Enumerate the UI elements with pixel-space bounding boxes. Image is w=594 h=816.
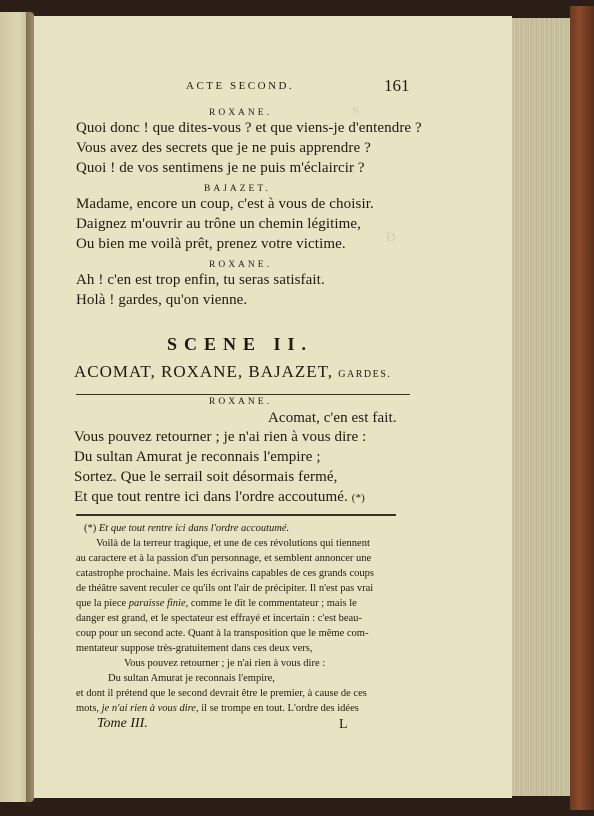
- footnote-quote: Du sultan Amurat je reconnais l'empire,: [108, 673, 275, 684]
- divider: [76, 394, 410, 395]
- scene-characters: ACOMAT, ROXANE, BAJAZET, GARDES.: [74, 362, 392, 381]
- verse-line: Du sultan Amurat je reconnais l'empire ;: [74, 449, 321, 465]
- signature-mark: L: [339, 717, 348, 732]
- verse-line: Acomat, c'en est fait.: [268, 410, 397, 426]
- verse-line: Vous pouvez retourner ; je n'ai rien à vous dire :: [74, 429, 367, 445]
- page-stack-edge: [512, 18, 570, 796]
- speaker-name: ROXANE.: [209, 397, 272, 407]
- footnote-reference[interactable]: (*): [351, 492, 365, 504]
- verse-line: Quoi donc ! que dites-vous ? et que viens-je d'entendre ?: [76, 120, 422, 136]
- page-number: 161: [384, 76, 410, 95]
- verse-line: Quoi ! de vos sentimens je ne puis m'éclaircir ?: [76, 160, 365, 176]
- scene-title: SCENE II.: [167, 334, 314, 354]
- verse-line: Madame, encore un coup, c'est à vous de choisir.: [76, 196, 374, 212]
- footnote-line: mentateur suppose très-gratuitement dans ces deux vers,: [76, 643, 313, 654]
- footnote-line: au caractere et à la passion d'un personnage, et semblent annoncer une: [76, 553, 372, 564]
- footnote-line: et dont il prétend que le second devrait être le premier, à cause de ces: [76, 688, 367, 699]
- book-cover: [570, 6, 594, 810]
- footnote-quote: Vous pouvez retourner ; je n'ai rien à vous dire :: [124, 658, 326, 669]
- footnote-line: Voilà de la terreur tragique, et une de ces révolutions qui tiennent: [96, 538, 370, 549]
- page-content: [34, 16, 512, 798]
- running-title: ACTE SECOND.: [186, 80, 295, 92]
- verse-line: Ah ! c'en est trop enfin, tu seras satisfait.: [76, 272, 325, 288]
- speaker-name: BAJAZET.: [204, 184, 271, 194]
- footnote-line: que la piece paraisse finie, comme le dit le commentateur ; mais le: [76, 598, 357, 609]
- verse-line: Daignez m'ouvrir au trône un chemin légitime,: [76, 216, 362, 232]
- footnote-lemma: (*) Et que tout rentre ici dans l'ordre accoutumé.: [84, 523, 290, 534]
- volume-label: Tome III.: [97, 716, 148, 731]
- footnote-line: mots, je n'ai rien à vous dire, il se trompe en tout. L'ordre des idées: [76, 703, 359, 714]
- footnote-line: de théâtre savent reculer ce qu'ils ont l'air de précipiter. Il n'est pas vrai: [76, 583, 374, 594]
- verse-line: Holà ! gardes, qu'on vienne.: [76, 292, 248, 308]
- footnote-rule: [76, 514, 396, 516]
- book-page: S D ACTE SECOND. 161 ROXANE. Quoi donc ! que dites-vous ? et que viens-je d'entendre ? Vous avez des secrets que je ne puis apprendre ? Quoi ! de vos sentimens je ne puis m'éclaircir ? BAJAZET. Madame, encore un coup, c'est à vous de choisir. Daignez m'ouvrir au trône un chemin légitime, Ou bien me voilà prêt, prenez votre victime. ROXANE. Ah ! c'en est trop enfin, tu seras satisfait. Holà ! gardes, qu'on vienne. SCENE II. ACOMAT, ROXANE, BAJAZET, GARDES. ROXANE. Acomat, c'en est fait. Vous pouvez retourner ; je n'ai rien à vous dire : Du sultan Amurat je reconnais l'empire ; Sortez. Que le serrail soit désormais fermé, Et que tout rentre ici dans l'ordre accoutumé. (*) (*) Et que tout rentre ici dans l'ordre accoutumé. Voilà de la terreur tragique, et une de ces révolutions qui tiennent au caractere et à la passion d'un personnage, et semblent annoncer une catastrophe prochaine. Mais les écrivains capables de ces grands coups de théâtre savent reculer ce qu'ils ont l'air de précipiter. Il n'est pas vrai que la piece paraisse finie, comme le dit le commentateur ; mais le danger est grand, et le spectateur est effrayé et incertain : c'est beau- coup pour un second acte. Quant à la transposition que le même com- mentateur suppose très-gratuitement dans ces deux vers, Vous pouvez retourner ; je n'ai rien à vous dire : Du sultan Amurat je reconnais l'empire, et dont il prétend que le second devrait être le premier, à cause de ces mots, je n'ai rien à vous dire, il se trompe en tout. L'ordre des idées Tome III. L: [34, 16, 512, 798]
- footnote-line: catastrophe prochaine. Mais les écrivains capables de ces grands coups: [76, 568, 374, 579]
- footnote-line: danger est grand, et le spectateur est effrayé et incertain : c'est beau-: [76, 613, 362, 624]
- verse-line: Et que tout rentre ici dans l'ordre accoutumé. (*): [74, 489, 365, 505]
- footnote-line: coup pour un second acte. Quant à la transposition que le même com-: [76, 628, 369, 639]
- verse-line: Vous avez des secrets que je ne puis apprendre ?: [76, 140, 371, 156]
- speaker-name: ROXANE.: [209, 260, 272, 270]
- verse-line: Sortez. Que le serrail soit désormais fermé,: [74, 469, 338, 485]
- verse-line: Ou bien me voilà prêt, prenez votre victime.: [76, 236, 346, 252]
- speaker-name: ROXANE.: [209, 108, 272, 118]
